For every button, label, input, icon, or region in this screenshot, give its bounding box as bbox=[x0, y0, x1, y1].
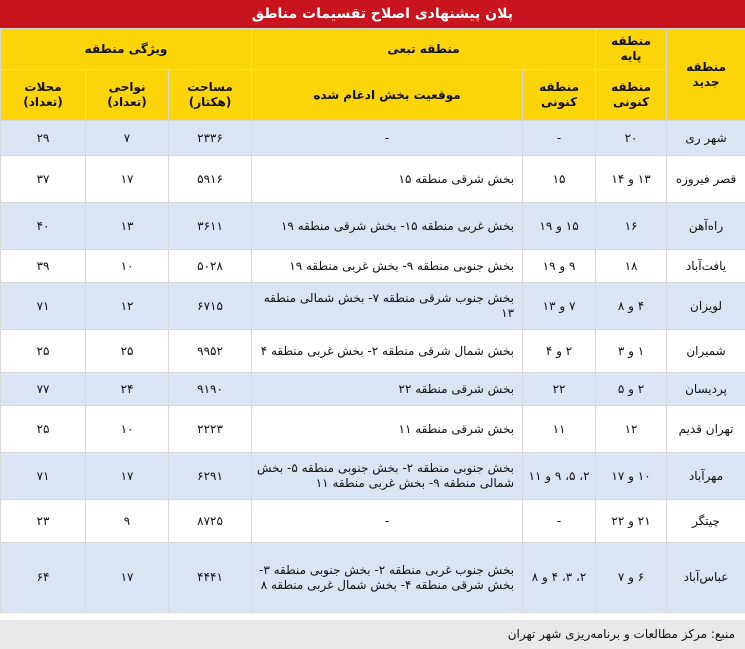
cell-sub: ۱۵ و ۱۹ bbox=[523, 203, 596, 250]
cell-sub: ۲، ۵، ۹ و ۱۱ bbox=[523, 453, 596, 500]
cell-districts: ۷ bbox=[86, 121, 169, 156]
table-row bbox=[1, 330, 745, 373]
regions-table bbox=[0, 28, 745, 613]
cell-districts: ۱۰ bbox=[86, 250, 169, 283]
cell-position: بخش شرقی منطقه ۲۲ bbox=[252, 373, 523, 406]
table-row bbox=[1, 283, 745, 330]
cell-districts: ۱۲ bbox=[86, 283, 169, 330]
cell-name: شمیران bbox=[667, 330, 745, 373]
cell-name: مهرآباد bbox=[667, 453, 745, 500]
cell-position: بخش جنوب غربی منطقه ۲- بخش جنوبی منطقه ۳- بخش شرقی منطقه ۴- بخش شمال غربی منطقه ۸ bbox=[252, 543, 523, 613]
cell-sub: ۹ و ۱۹ bbox=[523, 250, 596, 283]
cell-area: ۹۱۹۰ bbox=[169, 373, 252, 406]
header-features: ویژگی منطقه bbox=[1, 29, 252, 70]
cell-area: ۴۴۴۱ bbox=[169, 543, 252, 613]
cell-position: - bbox=[252, 121, 523, 156]
cell-districts: ۹ bbox=[86, 500, 169, 543]
cell-name: عباس‌آباد bbox=[667, 543, 745, 613]
cell-name: پردیسان bbox=[667, 373, 745, 406]
table-row bbox=[1, 453, 745, 500]
table-row bbox=[1, 406, 745, 453]
cell-sub: ۲، ۳، ۴ و ۸ bbox=[523, 543, 596, 613]
cell-position: بخش شرقی منطقه ۱۱ bbox=[252, 406, 523, 453]
cell-districts: ۱۷ bbox=[86, 156, 169, 203]
table-row bbox=[1, 203, 745, 250]
header-base-region: منطقه پایه bbox=[596, 29, 667, 70]
header-new-region: منطقه جدید bbox=[667, 29, 745, 121]
cell-sub: ۲۲ bbox=[523, 373, 596, 406]
cell-base: ۱۲ bbox=[596, 406, 667, 453]
cell-name: قصر فیروزه bbox=[667, 156, 745, 203]
cell-neighborhoods: ۲۵ bbox=[1, 406, 86, 453]
cell-districts: ۱۰ bbox=[86, 406, 169, 453]
header-current-region-2: منطقه کنونی bbox=[523, 70, 596, 121]
cell-area: ۳۶۱۱ bbox=[169, 203, 252, 250]
cell-sub: ۱۵ bbox=[523, 156, 596, 203]
cell-districts: ۱۷ bbox=[86, 543, 169, 613]
header-current-region: منطقه کنونی bbox=[596, 70, 667, 121]
cell-sub: ۷ و ۱۳ bbox=[523, 283, 596, 330]
cell-districts: ۲۴ bbox=[86, 373, 169, 406]
cell-name: چیتگر bbox=[667, 500, 745, 543]
cell-position: بخش جنوبی منطقه ۹- بخش غربی منطقه ۱۹ bbox=[252, 250, 523, 283]
cell-base: ۱۸ bbox=[596, 250, 667, 283]
cell-base: ۲۱ و ۲۲ bbox=[596, 500, 667, 543]
cell-name: یافت‌آباد bbox=[667, 250, 745, 283]
cell-base: ۶ و ۷ bbox=[596, 543, 667, 613]
header-sub-region: منطقه تبعی bbox=[252, 29, 596, 70]
cell-sub: ۲ و ۴ bbox=[523, 330, 596, 373]
cell-position: بخش جنوب شرقی منطقه ۷- بخش شمالی منطقه ۱۳ bbox=[252, 283, 523, 330]
cell-position: بخش شرقی منطقه ۱۵ bbox=[252, 156, 523, 203]
cell-area: ۹۹۵۲ bbox=[169, 330, 252, 373]
cell-base: ۱ و ۳ bbox=[596, 330, 667, 373]
table-title: پلان پیشنهادی اصلاح تقسیمات مناطق bbox=[0, 0, 745, 28]
cell-base: ۱۳ و ۱۴ bbox=[596, 156, 667, 203]
cell-neighborhoods: ۴۰ bbox=[1, 203, 86, 250]
cell-neighborhoods: ۶۴ bbox=[1, 543, 86, 613]
header-districts: نواحی (تعداد) bbox=[86, 70, 169, 121]
cell-districts: ۱۷ bbox=[86, 453, 169, 500]
table-row bbox=[1, 500, 745, 543]
cell-sub: - bbox=[523, 121, 596, 156]
cell-name: راه‌آهن bbox=[667, 203, 745, 250]
cell-districts: ۱۳ bbox=[86, 203, 169, 250]
cell-name: تهران قدیم bbox=[667, 406, 745, 453]
cell-base: ۲ و ۵ bbox=[596, 373, 667, 406]
cell-base: ۲۰ bbox=[596, 121, 667, 156]
cell-neighborhoods: ۲۵ bbox=[1, 330, 86, 373]
cell-neighborhoods: ۳۹ bbox=[1, 250, 86, 283]
cell-neighborhoods: ۲۹ bbox=[1, 121, 86, 156]
source-note: منبع: مرکز مطالعات و برنامه‌ریزی شهر تهران bbox=[0, 620, 745, 649]
cell-area: ۶۲۹۱ bbox=[169, 453, 252, 500]
cell-sub: ۱۱ bbox=[523, 406, 596, 453]
cell-area: ۸۷۲۵ bbox=[169, 500, 252, 543]
cell-districts: ۲۵ bbox=[86, 330, 169, 373]
cell-area: ۲۲۲۳ bbox=[169, 406, 252, 453]
table-row bbox=[1, 250, 745, 283]
cell-position: - bbox=[252, 500, 523, 543]
header-area: مساحت (هکتار) bbox=[169, 70, 252, 121]
cell-area: ۵۹۱۶ bbox=[169, 156, 252, 203]
table-row bbox=[1, 373, 745, 406]
header-neighborhoods: محلات (تعداد) bbox=[1, 70, 86, 121]
cell-name: لویزان bbox=[667, 283, 745, 330]
cell-position: بخش جنوبی منطقه ۲- بخش جنوبی منطقه ۵- بخش شمالی منطقه ۹- بخش غربی منطقه ۱۱ bbox=[252, 453, 523, 500]
table-row bbox=[1, 121, 745, 156]
cell-area: ۶۷۱۵ bbox=[169, 283, 252, 330]
cell-position: بخش غربی منطقه ۱۵- بخش شرقی منطقه ۱۹ bbox=[252, 203, 523, 250]
cell-neighborhoods: ۷۱ bbox=[1, 453, 86, 500]
cell-neighborhoods: ۳۷ bbox=[1, 156, 86, 203]
cell-base: ۴ و ۸ bbox=[596, 283, 667, 330]
cell-neighborhoods: ۷۱ bbox=[1, 283, 86, 330]
cell-sub: - bbox=[523, 500, 596, 543]
table-row bbox=[1, 156, 745, 203]
cell-neighborhoods: ۷۷ bbox=[1, 373, 86, 406]
cell-area: ۲۳۳۶ bbox=[169, 121, 252, 156]
cell-area: ۵۰۲۸ bbox=[169, 250, 252, 283]
table-row bbox=[1, 543, 745, 613]
cell-base: ۱۶ bbox=[596, 203, 667, 250]
header-merge-position: موقعیت بخش ادغام شده bbox=[252, 70, 523, 121]
cell-name: شهر ری bbox=[667, 121, 745, 156]
cell-base: ۱۰ و ۱۷ bbox=[596, 453, 667, 500]
cell-position: بخش شمال شرقی منطقه ۲- بخش غربی منطقه ۴ bbox=[252, 330, 523, 373]
cell-neighborhoods: ۲۳ bbox=[1, 500, 86, 543]
